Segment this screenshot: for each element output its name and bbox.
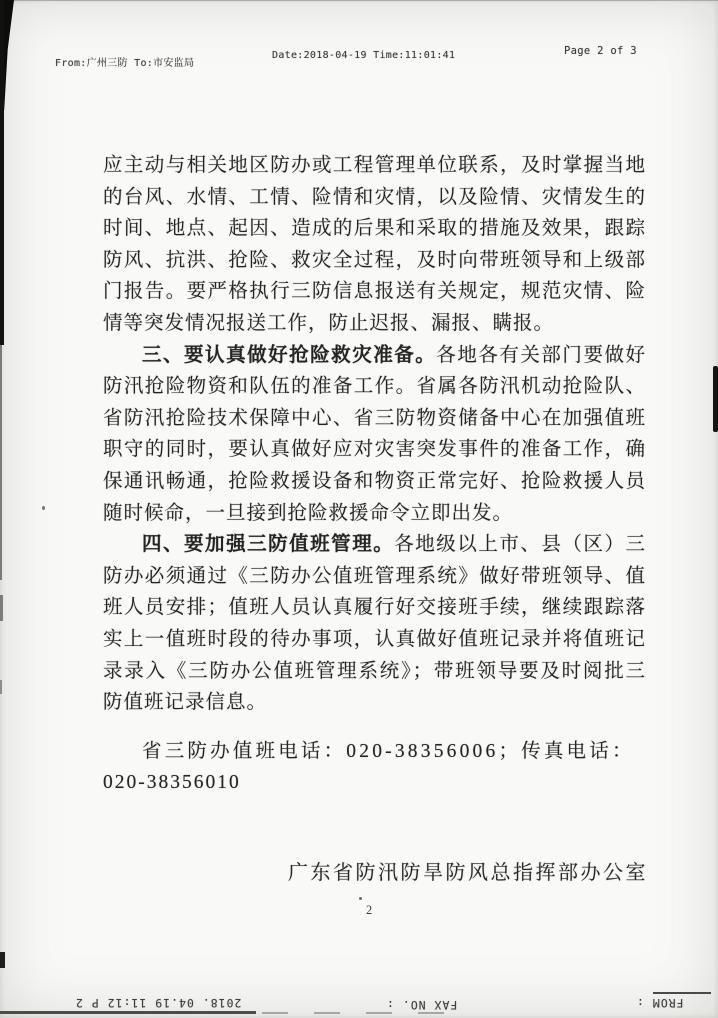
fax-footer-from-underline (653, 992, 711, 994)
scan-edge-left-tick (0, 952, 5, 968)
scan-edge-right-mark (713, 366, 718, 432)
duty-phone-line: 省三防办值班电话：020-38356006；传真电话： (142, 740, 635, 762)
fax-header-from-to: From:广州三防 To:市安监局 (55, 58, 195, 69)
scan-edge-left-stripe (0, 0, 4, 345)
scan-edge-left-tick (0, 680, 2, 694)
paragraph-continued (103, 150, 646, 340)
page-number: 2 (366, 903, 373, 917)
document-body (103, 150, 646, 799)
fax-phone-line: 020-38356010 (103, 772, 241, 794)
fax-footer-faxno-label: FAX NO. : (386, 998, 458, 1012)
fax-header-page-info: Page 2 of 3 (564, 45, 637, 57)
fax-header-datetime: Date:2018-04-19 Time:11:01:41 (272, 50, 456, 61)
scan-edge-bottom-line (0, 1011, 256, 1014)
contact-info (103, 736, 646, 799)
scan-speck (42, 506, 45, 510)
paragraph-item-4 (103, 529, 646, 719)
scan-speck (359, 897, 362, 900)
paragraph-lead: 三、要认真做好抢险救灾准备。 (142, 344, 437, 366)
paragraph-item-3 (103, 340, 646, 530)
paragraph-text: 各地各有关部门要做好防汛抢险物资和队伍的准备工作。省属各防汛机动抢险队、省防汛抢险技术保障中心、省三防物资储备中心在加强值班职守的同时，要认真做好应对灾害突发事件的准备工作，确保通讯畅通，抢险救援设备和物资正常完好、抢险救援人员随时候命，一旦接到抢险救援命令立即出发。 (103, 344, 646, 524)
signature-issuing-office: 广东省防汛防旱防风总指挥部办公室 (288, 862, 648, 884)
paragraph-text: 各地级以上市、县（区）三防办必须通过《三防办公值班管理系统》做好带班领导、值班人员安排；值班人员认真履行好交接班手续，继续跟踪落实上一值班时段的待办事项，认真做好值班记录并将值班记录录入《三防办公值班管理系统》；带班领导要及时阅批三防值班记录信息。 (103, 534, 646, 714)
scan-edge-left-stripe-faint (0, 345, 2, 580)
scan-edge-bottom-line-faint (262, 1012, 452, 1014)
fax-footer-datetime-stamp: 2018. 04.19 11:12 P 2 (75, 996, 242, 1010)
paragraph-lead: 四、要加强三防值班管理。 (142, 534, 395, 556)
paragraph-text: 应主动与相关地区防办或工程管理单位联系，及时掌握当地的台风、水情、工情、险情和灾情，以及险情、灾情发生的时间、地点、起因、造成的后果和采取的措施及效果，跟踪防风、抗洪、抢险、救灾全过程，及时向带班领导和上级部门报告。要严格执行三防信息报送有关规定，规范灾情、险情等突发情况报送工作，防止迟报、漏报、瞒报。 (103, 155, 646, 334)
fax-footer-from-label: FROM : (636, 996, 684, 1010)
scan-edge-left-tick (0, 595, 3, 621)
scan-edge-top-line (0, 0, 718, 1)
